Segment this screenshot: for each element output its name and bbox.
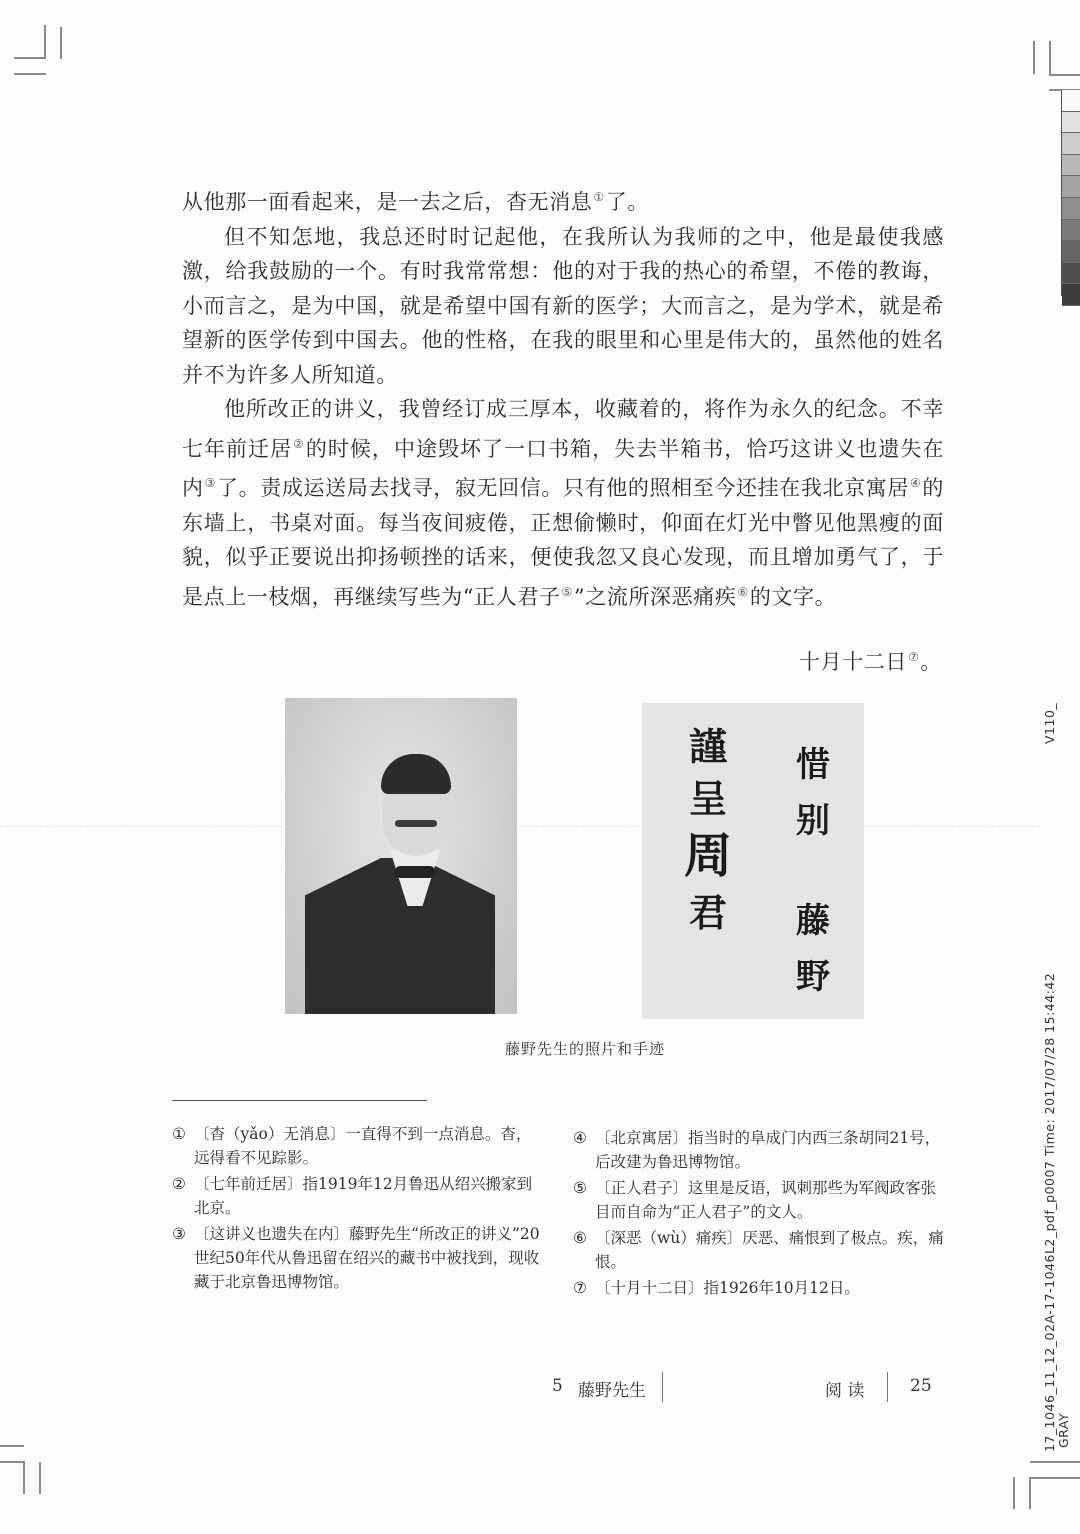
crop-mark-top-left <box>14 73 46 75</box>
gray-scale-bar <box>1061 90 1080 296</box>
footnote-1: ① 〔杳（yǎo）无消息〕一直得不到一点消息。杳，远得看不见踪影。 <box>172 1125 532 1167</box>
crop-mark-top-right <box>1033 41 1035 74</box>
footnote-3: ③ 〔这讲义也遗失在内〕藤野先生“所改正的讲义”20世纪50年代从鲁迅留在绍兴的藏书中被找到，现收藏于北京鲁迅博物馆。 <box>172 1225 540 1291</box>
footnote-ref-2[interactable]: ② <box>293 436 305 451</box>
fujino-portrait-photo <box>285 698 517 1014</box>
figure-caption: 藤野先生的照片和手迹 <box>504 1040 665 1058</box>
lesson-title: 藤野先生 <box>578 1381 646 1401</box>
page-number: 25 <box>910 1376 932 1396</box>
calligraphy-column-right: 惜 别 藤 野 <box>796 745 830 997</box>
footnote-5: ⑤ 〔正人君子〕这里是反语，讽刺那些为军阀政客张目而自命为“正人君子”的文人。 <box>573 1179 937 1221</box>
footnote-4: ④ 〔北京寓居〕指当时的阜成门内西三条胡同21号，后改建为鲁迅博物馆。 <box>573 1129 941 1171</box>
paragraph-2: 但不知怎地，我总还时时记起他，在我所认为我师的之中，他是最使我感激，给我鼓励的一个。有时我常常想：他的对于我的热心的希望，不倦的教诲，小而言之，是为中国，就是希望中国有新的医学；大而言之，是为学术，就是希望新的医学传到中国去。他的性格，在我的眼里和心里是伟大的，虽然他的姓名并不为许多人所知道。 <box>182 224 944 387</box>
crop-mark-top-right <box>1049 74 1080 76</box>
footnote-ref-5[interactable]: ⑤ <box>561 584 573 599</box>
footer-divider <box>887 1372 888 1402</box>
crop-mark-bottom-left <box>0 1445 24 1447</box>
footnote-ref-4[interactable]: ④ <box>910 476 922 490</box>
footnote-6: ⑥ 〔深恶（wù）痛疾〕厌恶、痛恨到了极点。疾，痛恨。 <box>573 1229 944 1271</box>
footer-divider <box>662 1372 663 1402</box>
footnote-divider <box>172 1100 427 1101</box>
calligraphy-column-left: 謹 呈 周 君 <box>684 724 733 935</box>
footnote-2: ② 〔七年前迁居〕指1919年12月鲁迅从绍兴搬家到北京。 <box>172 1175 533 1217</box>
paragraph-1: 从他那一面看起来，是一去之后，杳无消息①了。 <box>182 190 649 214</box>
print-info: 17_1046_11_12_02A-17-1046L2_pdf_p0007 Time: 2017/07/28 15:44:42 <box>1042 972 1057 1452</box>
scan-artifact-line <box>0 826 1040 827</box>
crop-mark-top-left <box>60 27 62 59</box>
crop-mark-bottom-left <box>23 1461 25 1494</box>
crop-mark-bottom-right <box>1029 1477 1031 1509</box>
crop-mark-top-left <box>14 57 46 59</box>
footnote-7: ⑦ 〔十月十二日〕指1926年10月12日。 <box>573 1279 860 1297</box>
footnote-ref-7[interactable]: ⑦ <box>908 650 920 664</box>
date-line: 十月十二日⑦。 <box>799 650 942 674</box>
footnote-ref-1[interactable]: ① <box>593 190 605 204</box>
crop-mark-bottom-left <box>0 1461 24 1463</box>
crop-mark-top-left <box>44 25 46 58</box>
crop-mark-bottom-left <box>39 1462 41 1494</box>
footnote-ref-3[interactable]: ③ <box>204 476 217 490</box>
margin-code: V110_ <box>1042 702 1057 744</box>
gray-label: GRAY <box>1056 1412 1071 1448</box>
crop-mark-bottom-right <box>1030 1477 1080 1479</box>
crop-mark-top-right <box>1049 41 1051 75</box>
calligraphy-image <box>642 703 864 1019</box>
article-body <box>182 180 944 614</box>
crop-mark-bottom-right <box>1030 1461 1080 1463</box>
section-label: 阅 读 <box>825 1381 865 1401</box>
footnotes-right-column <box>573 1126 945 1302</box>
paragraph-3: 他所改正的讲义，我曾经订成三厚本，收藏着的，将作为永久的纪念。不幸七年前迁居②的时候，中途毁坏了一口书箱，失去半箱书，恰巧这讲义也遗失在内③了。责成运送局去找寻，寂无回信。只有他的照相至今还挂在我北京寓居④的东墙上，书桌对面。每当夜间疲倦，正想偷懒时，仰面在灯光中瞥见他黑瘦的面貌，似乎正要说出抑扬顿挫的话来，便使我忽又良心发现，而且增加勇气了，于是点上一枝烟，再继续写些为“正人君子⑤”之流所深恶痛疾⑥的文字。 <box>182 397 944 609</box>
footnotes-left-column <box>172 1122 544 1296</box>
footnote-ref-6[interactable]: ⑥ <box>737 584 749 599</box>
lesson-number: 5 <box>552 1376 563 1396</box>
crop-mark-bottom-right <box>1013 1477 1015 1509</box>
